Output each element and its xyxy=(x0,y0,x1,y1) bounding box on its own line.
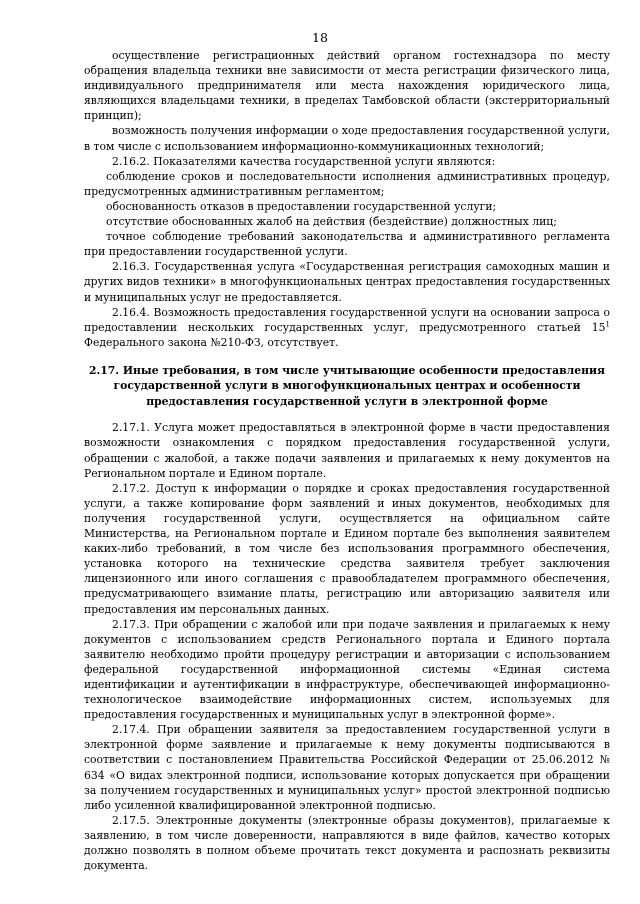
section-heading-2-17: 2.17. Иные требования, в том числе учитывающие особенности предоставления государственной услуги в многофункциональных центрах и особенности предоставления государственной услуги в электронной форме xyxy=(89,363,605,408)
paragraph-2-17-2: 2.17.2. Доступ к информации о порядке и сроках предоставления государственной услуги, а также копирование форм заявлений и иных документов, необходимых для получения государственной услуги, осуществляется на официальном сайте Министерства, на Региональном портале и Едином портале без выполнения заявителем каких-либо требований, в том числе без использования программного обеспечения, установка которого на технические средства заявителя требует заключения лицензионного или иного соглашения с правообладателем программного обеспечения, предусматривающего взимание платы, регистрацию или авторизацию заявителя или предоставления им персональных данных. xyxy=(84,481,610,616)
paragraph-2-17-1: 2.17.1. Услуга может предоставляться в электронной форме в части предоставления возможности ознакомления с порядком предоставления государственной услуги, обращении с жалобой, а также подачи заявления и прилагаемых к нему документов на Региональном портале и Едином портале. xyxy=(84,421,610,480)
superscript-footnote: 1 xyxy=(605,320,610,329)
document-body xyxy=(84,48,610,873)
paragraph-2-17-5: 2.17.5. Электронные документы (электронные образы документов), прилагаемые к заявлению, в том числе доверенности, направляются в виде файлов, качество которых должно позволять в полном объеме прочитать текст документа и распознать реквизиты документа. xyxy=(84,813,610,873)
paragraph-2-17-3: 2.17.3. При обращении с жалобой или при подаче заявления и прилагаемых к нему документов с использованием средств Регионального портала и Единого портала заявителю необходимо пройти процедуру регистрации и авторизации с использованием федеральной государственной информационной системы «Единая система идентификации и аутентификации в инфраструктуре, обеспечивающей информационно-технологическое взаимодействие информационных систем, используемых для предоставления государственных и муниципальных услуг в электронной форме». xyxy=(84,617,610,722)
paragraph-2-17-4: 2.17.4. При обращении заявителя за предоставлением государственной услуги в электронной форме заявление и прилагаемые к нему документы подписываются в соответствии с постановлением Правительства Российской Федерации от 25.06.2012 № 634 «О видах электронной подписи, использование которых допускается при обращении за получением государственных и муниципальных услуг» простой электронной подписью либо усиленной квалифицированной электронной подписью. xyxy=(84,723,610,812)
paragraph-2-16-4-tail: Федерального закона №210-ФЗ, отсутствует. xyxy=(84,335,339,349)
paragraph-extraterritorial: осуществление регистрационных действий органом гостехнадзора по месту обращения владельца техники вне зависимости от места регистрации физического лица, индивидуального предпринимателя или места нахождения юридического лица, являющихся владельцами техники, в пределах Тамбовской области (экстерриториальный принцип); xyxy=(84,49,610,123)
paragraph-refusals: обоснованность отказов в предоставлении государственной услуги; xyxy=(106,199,497,213)
page-number: 18 xyxy=(312,30,328,45)
paragraph-deadlines: соблюдение сроков и последовательности исполнения административных процедур, предусмотренных административным регламентом; xyxy=(84,169,610,198)
paragraph-progress-info: возможность получения информации о ходе предоставления государственной услуги, в том числе с использованием информационно-коммуникационных технологий; xyxy=(84,124,610,153)
paragraph-2-16-2: 2.16.2. Показателями качества государственной услуги являются: xyxy=(112,154,496,168)
paragraph-complaints: отсутствие обоснованных жалоб на действия (бездействие) должностных лиц; xyxy=(106,215,557,229)
paragraph-compliance: точное соблюдение требований законодательства и административного регламента при предоставлении государственной услуги. xyxy=(84,230,610,259)
paragraph-2-16-3: 2.16.3. Государственная услуга «Государственная регистрация самоходных машин и других видов техники» в многофункциональных центрах предоставления государственных и муниципальных услуг не предоставляется. xyxy=(84,260,610,304)
paragraph-2-16-4-text: 2.16.4. Возможность предоставления государственной услуги на основании запроса о предоставлении нескольких государственных услуг, предусмотренного статьей 15 xyxy=(84,305,610,334)
paragraph-2-16-4 xyxy=(84,305,610,350)
